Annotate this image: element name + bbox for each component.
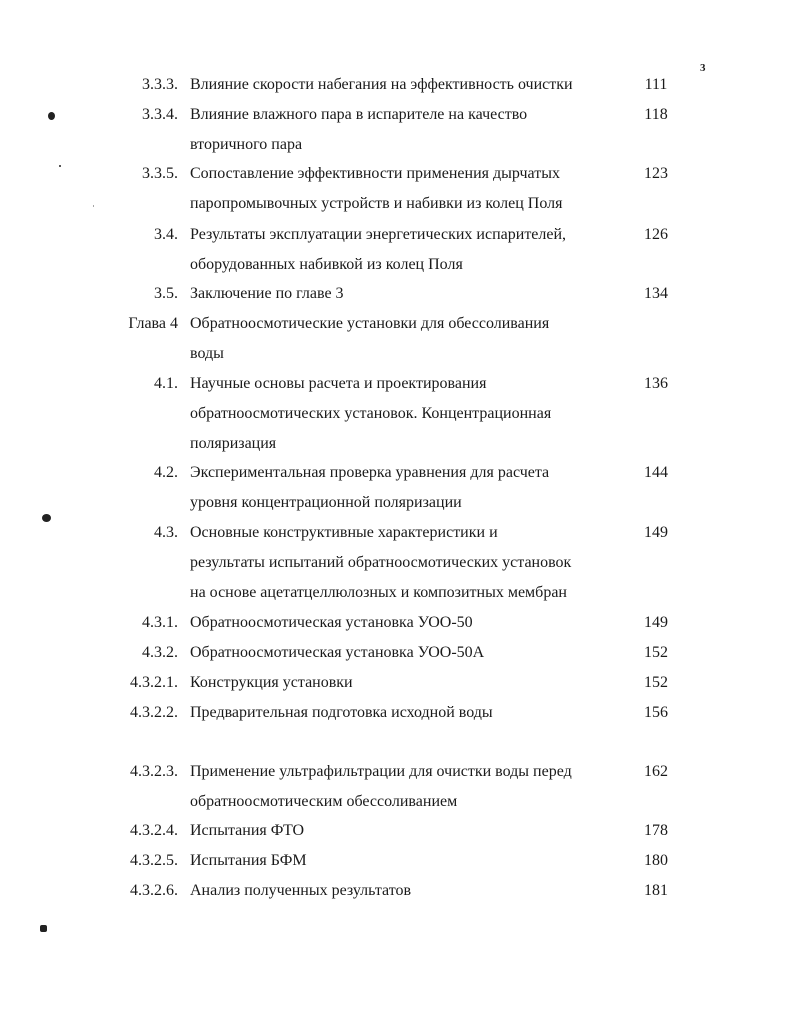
toc-entry-number: 4.2.: [154, 464, 178, 481]
toc-entry-number: Глава 4: [128, 315, 178, 332]
toc-entry-title-line: Влияние влажного пара в испарителе на качество: [190, 106, 528, 123]
toc-entry-title-line: результаты испытаний обратноосмотических установок: [190, 554, 572, 571]
toc-entry-title-line: Научные основы расчета и проектирования: [190, 375, 487, 392]
toc-entry-page: 181: [644, 882, 668, 899]
toc-entry-title: [190, 698, 630, 728]
toc-entry-page: 152: [644, 674, 668, 691]
toc-entry-title: [190, 638, 630, 668]
toc-entry-title-line: Основные конструктивные характеристики и: [190, 524, 498, 541]
toc-entry-number: 4.3.2.1.: [130, 674, 178, 691]
toc-entry-title: [190, 100, 630, 160]
toc-entry-title-line: Обратноосмотическая установка УОО-50А: [190, 644, 485, 661]
toc-entry-title-line: на основе ацетатцеллюлозных и композитных мембран: [190, 584, 567, 601]
scan-speck: [59, 165, 61, 167]
toc-entry-page: 123: [644, 165, 668, 182]
toc-entry-title-line: поляризация: [190, 435, 277, 452]
toc-entry-title-line: Результаты эксплуатации энергетических испарителей,: [190, 226, 567, 243]
toc-entry-title-line: оборудованных набивкой из колец Поля: [190, 256, 463, 273]
toc-entry-page: 149: [644, 614, 668, 631]
toc-entry-title-line: вторичного пара: [190, 136, 303, 153]
toc-entry-page: 180: [644, 852, 668, 869]
toc-entry-title-line: воды: [190, 345, 224, 362]
toc-entry-title: [190, 220, 630, 280]
toc-entry-number: 4.3.2.3.: [130, 763, 178, 780]
toc-entry-title: [190, 518, 630, 608]
toc-entry-title-line: Конструкция установки: [190, 674, 353, 691]
toc-entry-title-line: Заключение по главе 3: [190, 285, 344, 302]
toc-entry-title: [190, 369, 630, 459]
toc-entry-title: [190, 309, 630, 369]
toc-entry-page: 156: [644, 704, 668, 721]
toc-entry-number: 4.3.2.: [142, 644, 178, 661]
toc-entry-title-line: обратноосмотических установок. Концентрационная: [190, 405, 552, 422]
toc-entry-page: 136: [644, 375, 668, 392]
toc-entry-title-line: паропромывочных устройств и набивки из колец Поля: [190, 195, 563, 212]
toc-entry-title-line: Испытания ФТО: [190, 822, 305, 839]
toc-entry-number: 4.3.2.6.: [130, 882, 178, 899]
toc-entry-title: [190, 816, 630, 846]
toc-entry-title: [190, 70, 630, 100]
toc-entry-title-line: Обратноосмотические установки для обессоливания: [190, 315, 550, 332]
toc-entry-title: [190, 757, 630, 817]
toc-entry-number: 3.4.: [154, 226, 178, 243]
toc-entry-title: [190, 279, 630, 309]
toc-entry-title: [190, 458, 630, 518]
toc-entry-page: 111: [644, 76, 668, 93]
toc-entry-number: 4.3.2.4.: [130, 822, 178, 839]
toc-entry-page: 126: [644, 226, 668, 243]
scan-speck: [93, 205, 94, 207]
toc-entry-title-line: Сопоставление эффективности применения дырчатых: [190, 165, 560, 182]
toc-entry-number: 3.3.5.: [142, 165, 178, 182]
toc-entry-page: 162: [644, 763, 668, 780]
toc-entry-title: [190, 668, 630, 698]
toc-entry-number: 4.1.: [154, 375, 178, 392]
toc-entry-title-line: Обратноосмотическая установка УОО-50: [190, 614, 473, 631]
toc-entry-page: 178: [644, 822, 668, 839]
toc-entry-title-line: уровня концентрационной поляризации: [190, 494, 462, 511]
scan-speck: [40, 925, 47, 932]
toc-entry-page: 152: [644, 644, 668, 661]
toc-entry-title-line: Анализ полученных результатов: [190, 882, 412, 899]
toc-entry-title: [190, 876, 630, 906]
toc-entry-number: 4.3.2.5.: [130, 852, 178, 869]
toc-entry-title-line: обратноосмотическим обессоливанием: [190, 793, 458, 810]
toc-entry-title: [190, 846, 630, 876]
toc-entry-title: [190, 608, 630, 638]
toc-entry-title-line: Применение ультрафильтрации для очистки воды перед: [190, 763, 572, 780]
toc-entry-page: 149: [644, 524, 668, 541]
toc-entry-page: 144: [644, 464, 668, 481]
page-number: 3: [700, 62, 706, 74]
scan-speck: [42, 514, 51, 522]
toc-entry-title-line: Испытания БФМ: [190, 852, 307, 869]
toc-entry-number: 3.3.4.: [142, 106, 178, 123]
toc-entry-number: 4.3.2.2.: [130, 704, 178, 721]
toc-entry-page: 118: [644, 106, 668, 123]
toc-entry-page: 134: [644, 285, 668, 302]
toc-entry-number: 3.5.: [154, 285, 178, 302]
toc-entry-number: 4.3.: [154, 524, 178, 541]
toc-entry-title-line: Влияние скорости набегания на эффективность очистки: [190, 76, 573, 93]
toc-entry-title-line: Предварительная подготовка исходной воды: [190, 704, 493, 721]
toc-entry-title-line: Экспериментальная проверка уравнения для расчета: [190, 464, 550, 481]
toc-entry-title: [190, 159, 630, 219]
toc-entry-number: 3.3.3.: [142, 76, 178, 93]
toc-entry-number: 4.3.1.: [142, 614, 178, 631]
scan-speck: [48, 112, 55, 120]
